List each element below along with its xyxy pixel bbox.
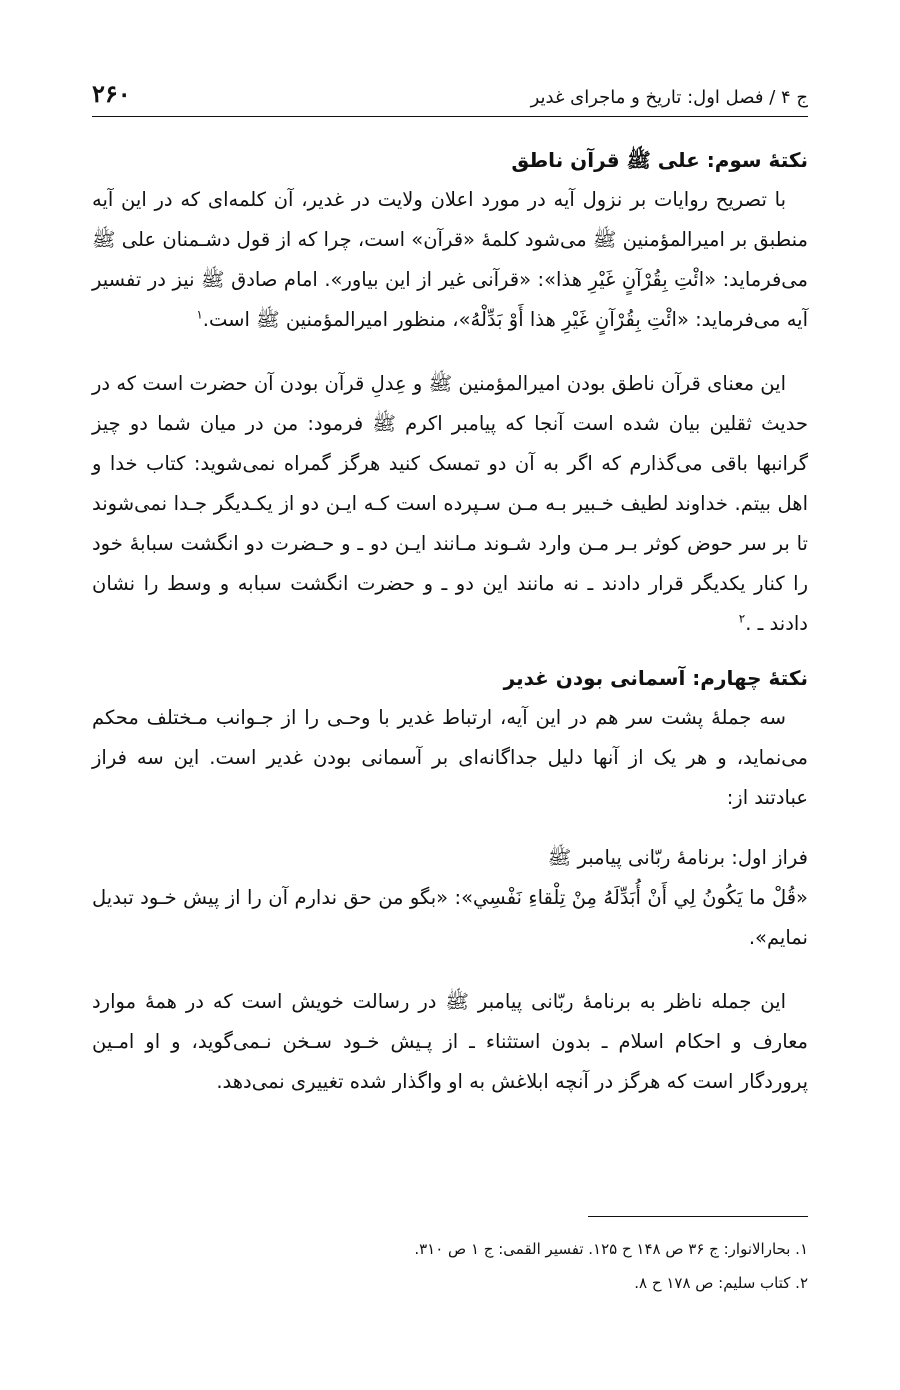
page-body xyxy=(92,140,808,1102)
paragraph-1-text: با تصریح روایات بر نزول آیه در مورد اعلان ولایت در غدیر، آن کلمه‌ای که در این آیه منطبق بر امیرالمؤمنین ﷺ می‌شود کلمهٔ «قرآن» است، چرا که از قول دشـمنان علی ﷺ می‌فرماید: «ائْتِ بِقُرْآنٍ غَيْرِ هذا»: «قرآنی غیر از این بیاور». امام صادق ﷺ نیز در تفسیر آیه می‌فرماید: «ائْتِ بِقُرْآنٍ غَيْرِ هذا أَوْ بَدِّلْهُ»، منظور امیرالمؤمنین ﷺ است. xyxy=(92,188,808,331)
footnote-1: ۱. بحارالانوار: ج ۳۶ ص ۱۴۸ ح ۱۲۵. تفسیر القمی: ج ۱ ص ۳۱۰. xyxy=(414,1240,808,1258)
paragraph-4: این جمله ناظر به برنامهٔ ربّانی پیامبر ﷺ در رسالت خویش است که در همهٔ موارد معارف و احکام اسلام ـ بدون استثناء ـ از پـیش خـود سـخن نـمی‌گوید، و او امـین پروردگار است که هرگز در آنچه ابلاغش به او واگذار شده تغییری نمی‌دهد. xyxy=(92,990,808,1093)
running-header xyxy=(92,64,808,108)
paragraph-3: سه جملهٔ پشت سر هم در این آیه، ارتباط غدیر با وحـی را از جـوانب مـختلف محکم می‌نماید، و هر یک از آنها دلیل جداگانه‌ای بر آسمانی بودن غدیر است. این سه فراز عبادتند از: xyxy=(92,706,808,809)
footnote-ref-2[interactable]: ۲ xyxy=(738,611,746,626)
section-heading-3: نکتهٔ سوم: علی ﷺ قرآن ناطق xyxy=(511,148,808,172)
footnotes xyxy=(92,1232,808,1300)
footnote-rule xyxy=(588,1216,808,1217)
chapter-title: ج ۴ / فصل اول: تاریخ و ماجرای غدیر xyxy=(530,87,808,108)
footnote-ref-1[interactable]: ۱ xyxy=(196,307,203,322)
paragraph-2 xyxy=(92,364,808,644)
footnote-2: ۲. کتاب سلیم: ص ۱۷۸ ح ۸. xyxy=(634,1274,808,1292)
subheading-faraz-1: فراز اول: برنامهٔ ربّانی پیامبر ﷺ xyxy=(547,846,808,869)
paragraph-2-text: این معنای قرآن ناطق بودن امیرالمؤمنین ﷺ و عِدلِ قرآن بودن آن حضرت است که در حدیث ثقلین بیان شده است آنجا که پیامبر اکرم ﷺ فرمود: من در میان شما دو چیز گرانبها باقی می‌گذارم که اگر به آن دو تمسک کنید هرگز گمراه نمی‌شوید: کتاب خدا و اهل بیتم. خداوند لطیف خـبیر بـه مـن سـپرده است کـه ایـن دو از یکـدیگر جـدا نمی‌شوند تا بر سر حوض کوثر بـر مـن وارد شـوند مـانند ایـن دو ـ و حـضرت دو انگشت سبابهٔ خود را کنار یکدیگر قرار دادند ـ نه مانند این دو ـ و حضرت انگشت سبابه و وسط را نشان دادند ـ . xyxy=(92,372,808,635)
header-rule xyxy=(92,116,808,117)
quran-quote: «قُلْ ما يَكُونُ لِي أَنْ أُبَدِّلَهُ مِنْ تِلْقاءِ نَفْسِي»: «بگو من حق ندارم آن را از پیش خـود تبدیل نمایم». xyxy=(92,886,808,949)
section-heading-4: نکتهٔ چهارم: آسمانی بودن غدیر xyxy=(503,666,808,690)
paragraph-1 xyxy=(92,180,808,340)
page-number: ۲۶۰ xyxy=(92,79,131,108)
